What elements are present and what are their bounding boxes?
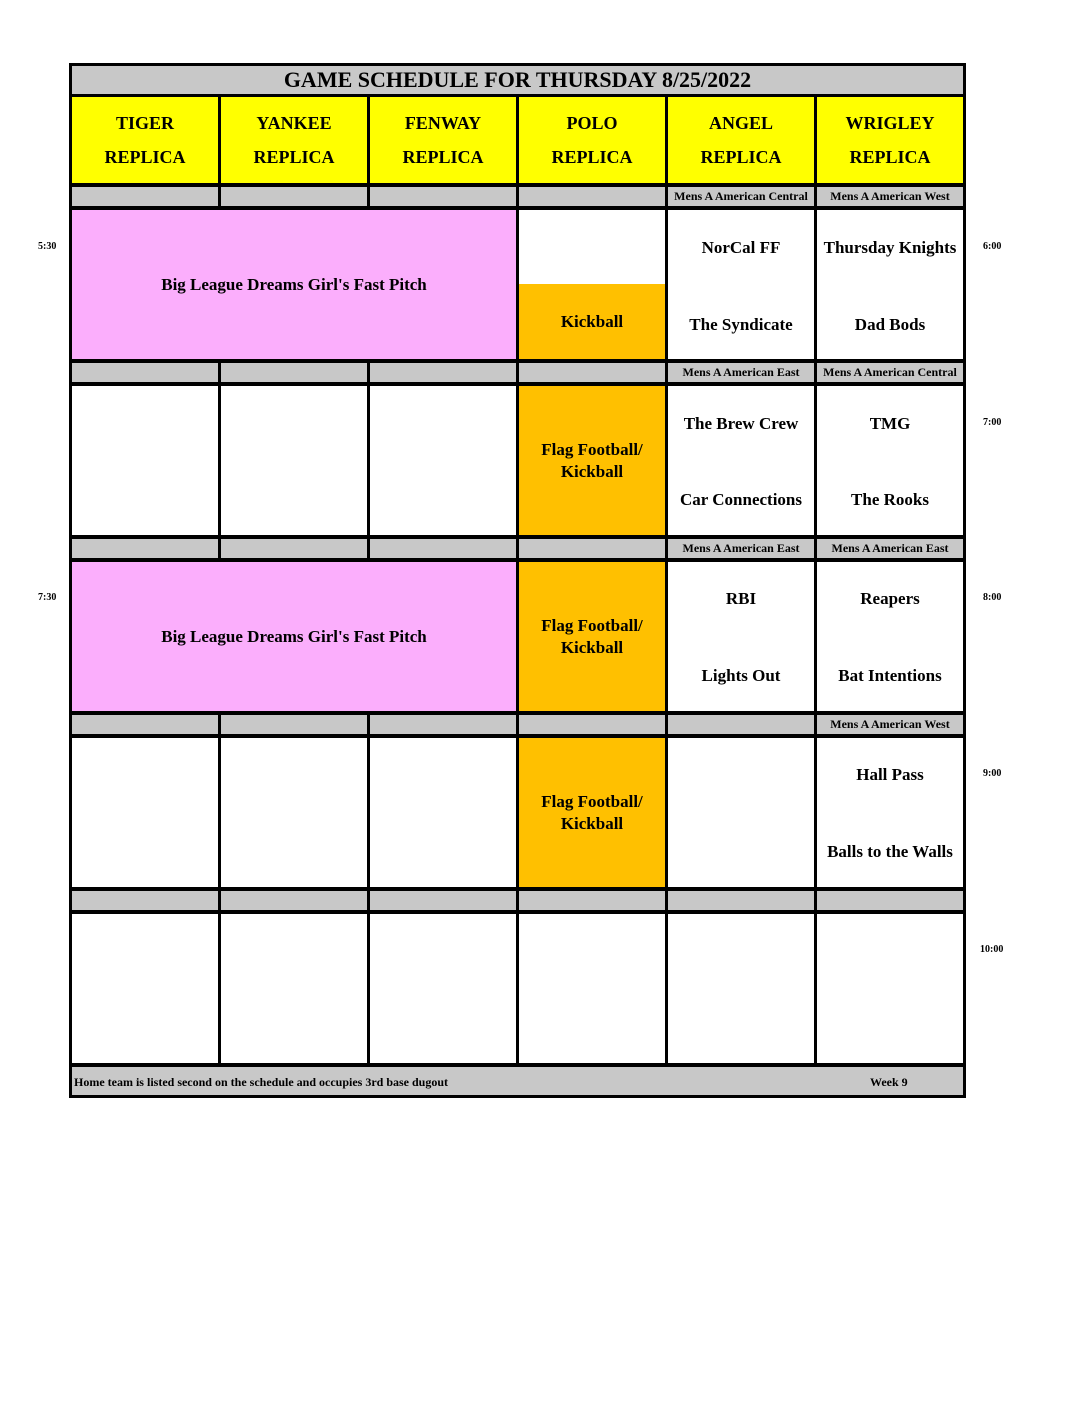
game-cell [814, 735, 966, 890]
empty-cell [367, 383, 519, 538]
away-team: TMG [869, 414, 911, 433]
field-sub: REPLICA [849, 147, 931, 167]
event-kickball: Kickball [519, 284, 665, 359]
divider-cell [218, 536, 370, 561]
time-label: 7:30 [38, 592, 57, 603]
empty-cell [665, 911, 817, 1066]
time-label: 7:00 [983, 417, 1002, 428]
home-team: Car Connections [680, 490, 802, 509]
divider-cell [516, 712, 668, 737]
week-label: Week 9 [870, 1075, 908, 1089]
game-cell [665, 559, 817, 714]
field-header-angel [665, 94, 817, 186]
division-label: Mens A American West [814, 712, 966, 737]
divider-cell [367, 888, 519, 913]
empty-cell [69, 735, 221, 890]
field-sub: REPLICA [253, 147, 335, 167]
field-name: YANKEE [256, 113, 332, 133]
page-title: GAME SCHEDULE FOR THURSDAY 8/25/2022 [69, 63, 966, 97]
event-fast-pitch: Big League Dreams Girl's Fast Pitch [69, 559, 519, 714]
game-cell [814, 207, 966, 362]
event-flag-football: Flag Football/ Kickball [516, 735, 668, 890]
divider-cell [69, 712, 221, 737]
empty-cell [218, 911, 370, 1066]
divider-cell [516, 184, 668, 209]
event-fast-pitch: Big League Dreams Girl's Fast Pitch [69, 207, 519, 362]
division-label: Mens A American East [665, 536, 817, 561]
game-cell [814, 559, 966, 714]
field-header-wrigley [814, 94, 966, 186]
empty-cell [69, 911, 221, 1066]
division-label: Mens A American Central [665, 184, 817, 209]
home-team: The Syndicate [689, 315, 793, 334]
home-team: Bat Intentions [838, 666, 942, 685]
empty-cell [367, 735, 519, 890]
divider-cell [218, 712, 370, 737]
field-name: POLO [566, 113, 618, 133]
divider-cell [367, 360, 519, 385]
divider-cell [516, 360, 668, 385]
divider-cell [218, 184, 370, 209]
divider-cell [218, 360, 370, 385]
away-team: Reapers [860, 589, 920, 608]
divider-cell [516, 888, 668, 913]
field-name: ANGEL [708, 113, 773, 133]
empty-cell [218, 735, 370, 890]
home-team: The Rooks [851, 490, 929, 509]
home-team: Dad Bods [854, 315, 926, 334]
divider-cell [69, 360, 221, 385]
field-header-tiger [69, 94, 221, 186]
empty-cell [367, 911, 519, 1066]
divider-cell [665, 888, 817, 913]
away-team: NorCal FF [701, 238, 781, 257]
field-header-polo [516, 94, 668, 186]
field-sub: REPLICA [551, 147, 633, 167]
time-label: 5:30 [38, 241, 57, 252]
game-cell [665, 383, 817, 538]
division-label: Mens A American East [814, 536, 966, 561]
field-sub: REPLICA [700, 147, 782, 167]
divider-cell [69, 184, 221, 209]
divider-cell [69, 888, 221, 913]
away-team: Thursday Knights [823, 238, 957, 257]
time-label: 9:00 [983, 768, 1002, 779]
divider-cell [218, 888, 370, 913]
divider-cell [814, 888, 966, 913]
division-label: Mens A American Central [814, 360, 966, 385]
away-team: RBI [725, 589, 757, 608]
division-label: Mens A American West [814, 184, 966, 209]
field-header-fenway [367, 94, 519, 186]
divider-cell [665, 712, 817, 737]
empty-cell [516, 911, 668, 1066]
time-label: 10:00 [980, 944, 1004, 955]
divider-cell [516, 536, 668, 561]
field-header-yankee [218, 94, 370, 186]
field-name: WRIGLEY [845, 113, 935, 133]
event-flag-football: Flag Football/ Kickball [516, 559, 668, 714]
away-team: Hall Pass [856, 765, 924, 784]
away-team: The Brew Crew [683, 414, 799, 433]
event-flag-football: Flag Football/ Kickball [516, 383, 668, 538]
game-cell [814, 383, 966, 538]
time-label: 8:00 [983, 592, 1002, 603]
field-sub: REPLICA [104, 147, 186, 167]
home-team: Lights Out [701, 666, 781, 685]
divider-cell [69, 536, 221, 561]
field-name: TIGER [115, 113, 175, 133]
footer-note: Home team is listed second on the schedule and occupies 3rd base dugout [74, 1075, 449, 1089]
field-sub: REPLICA [402, 147, 484, 167]
divider-cell [367, 536, 519, 561]
divider-cell [367, 712, 519, 737]
empty-cell [218, 383, 370, 538]
empty-cell [814, 911, 966, 1066]
time-label: 6:00 [983, 241, 1002, 252]
division-label: Mens A American East [665, 360, 817, 385]
footer-bar [69, 1064, 966, 1098]
empty-cell [665, 735, 817, 890]
field-name: FENWAY [404, 113, 482, 133]
divider-cell [367, 184, 519, 209]
home-team: Balls to the Walls [827, 842, 953, 861]
game-cell [665, 207, 817, 362]
empty-cell [69, 383, 221, 538]
